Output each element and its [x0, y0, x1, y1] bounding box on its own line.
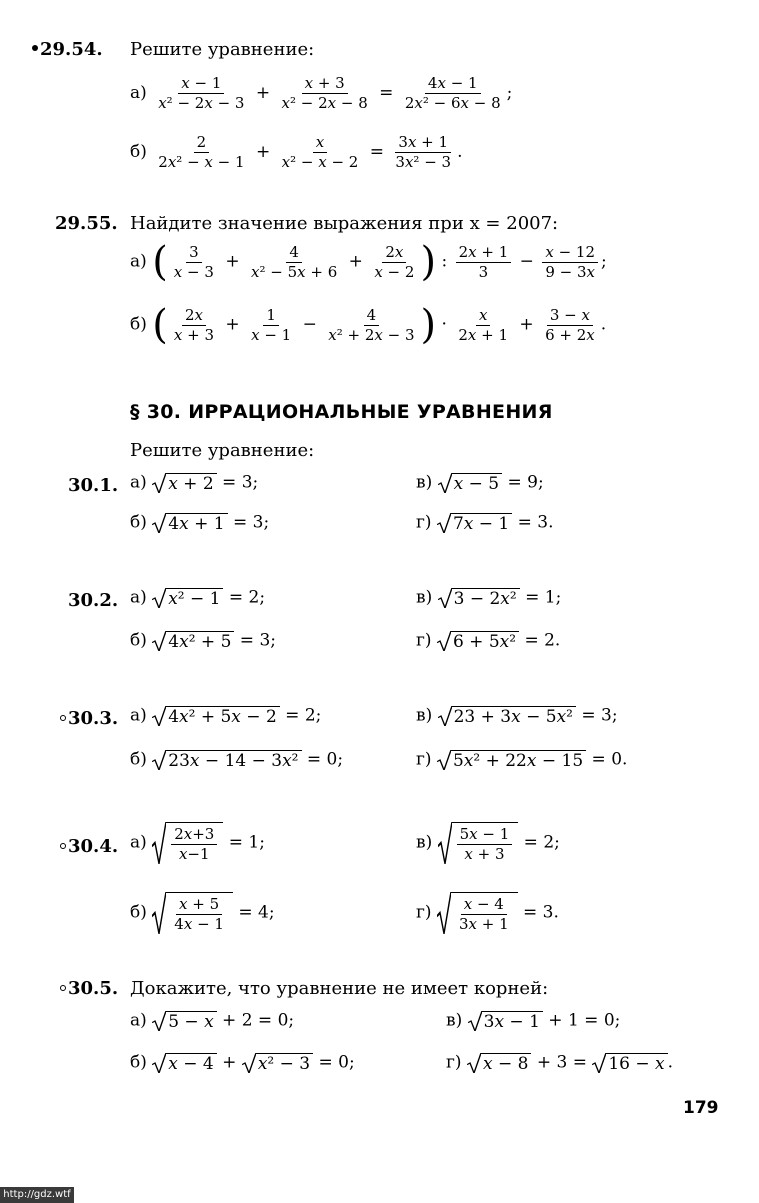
problem-number: 29.55.: [55, 213, 118, 234]
equation-30-4-g: г) $\frac{x - 4}{3x + 1}$ = 3.: [416, 892, 559, 934]
equation-30-4-a: а) $\frac{2x+3}{x-1}$ = 1;: [130, 822, 265, 864]
problem-number: 29.54.: [40, 39, 103, 60]
difficulty-circle: [60, 843, 66, 849]
problem-number: 30.5.: [68, 978, 119, 999]
expression-29-55-b: б) ( $\frac{2x}{x + 3}$ + $\frac{1}{x - 1}$ − $\frac{4}{\text{x² + 2x − 3}}$ ) · $\frac{x}{2x + 1}$ + $\frac{3 - x}{6 + 2x}$ .: [130, 302, 607, 348]
equation-29-54-b: б) $\frac{2}{\text{2x² − x − 1}}$ + $\frac{x}{\text{x² − x − 2}}$ = $\frac{3x + 1}{\text{3x² − 3}}$ .: [130, 133, 463, 171]
page-number: 179: [683, 1098, 719, 1118]
problem-number: 30.2.: [68, 590, 119, 611]
equation-30-3-a: а) 4x² + 5x − 2 = 2;: [130, 705, 322, 727]
difficulty-circle: [60, 985, 66, 991]
section-intro: Решите уравнение:: [130, 440, 315, 461]
equation-30-1-g: г) 7x − 1 = 3.: [416, 512, 554, 534]
equation-29-54-a: а) $\frac{x - 1}{\text{x² − 2x − 3}}$ + $\frac{x + 3}{\text{x² − 2x − 8}}$ = $\frac{4x - 1}{\text{2x² − 6x − 8}}$ ;: [130, 74, 513, 112]
equation-30-5-b: б) x − 4 + x² − 3 = 0;: [130, 1052, 355, 1074]
equation-30-5-g: г) x − 8 + 3 = 16 − x .: [446, 1052, 674, 1074]
equation-30-2-b: б) 4x² + 5 = 3;: [130, 630, 276, 652]
problem-text: Решите уравнение:: [130, 39, 315, 60]
equation-30-1-a: а) x + 2 = 3;: [130, 472, 259, 494]
equation-30-2-g: г) 6 + 5x² = 2.: [416, 630, 561, 652]
equation-30-5-a: а) 5 − x + 2 = 0;: [130, 1010, 295, 1032]
expression-29-55-a: а) ( $\frac{3}{x - 3}$ + $\frac{4}{\text{x² − 5x + 6}}$ + $\frac{2x}{x - 2}$ ) : $\frac{2x + 1}{3}$ − $\frac{x - 12}{9 - 3x}$ ;: [130, 239, 607, 285]
watermark-link[interactable]: http://gdz.wtf: [0, 1187, 74, 1203]
problem-number: 30.1.: [68, 475, 119, 496]
equation-30-4-v: в) $\frac{5x - 1}{x + 3}$ = 2;: [416, 822, 560, 864]
problem-number: 30.4.: [68, 836, 119, 857]
problem-text: Докажите, что уравнение не имеет корней:: [130, 978, 549, 999]
problem-number: 30.3.: [68, 708, 119, 729]
difficulty-dot: [32, 45, 38, 51]
difficulty-circle: [60, 715, 66, 721]
equation-30-3-b: б) 23x − 14 − 3x² = 0;: [130, 749, 344, 771]
equation-30-2-a: а) x² − 1 = 2;: [130, 587, 266, 609]
equation-30-1-b: б) 4x + 1 = 3;: [130, 512, 270, 534]
problem-text: Найдите значение выражения при x = 2007:: [130, 213, 559, 234]
equation-30-5-v: в) 3x − 1 + 1 = 0;: [446, 1010, 621, 1032]
equation-30-2-v: в) 3 − 2x² = 1;: [416, 587, 562, 609]
equation-30-1-v: в) x − 5 = 9;: [416, 472, 544, 494]
equation-30-3-v: в) 23 + 3x − 5x² = 3;: [416, 705, 618, 727]
equation-30-3-g: г) 5x² + 22x − 15 = 0.: [416, 749, 628, 771]
equation-30-4-b: б) $\frac{x + 5}{4x - 1}$ = 4;: [130, 892, 275, 934]
section-title: § 30. ИРРАЦИОНАЛЬНЫЕ УРАВНЕНИЯ: [130, 401, 553, 423]
